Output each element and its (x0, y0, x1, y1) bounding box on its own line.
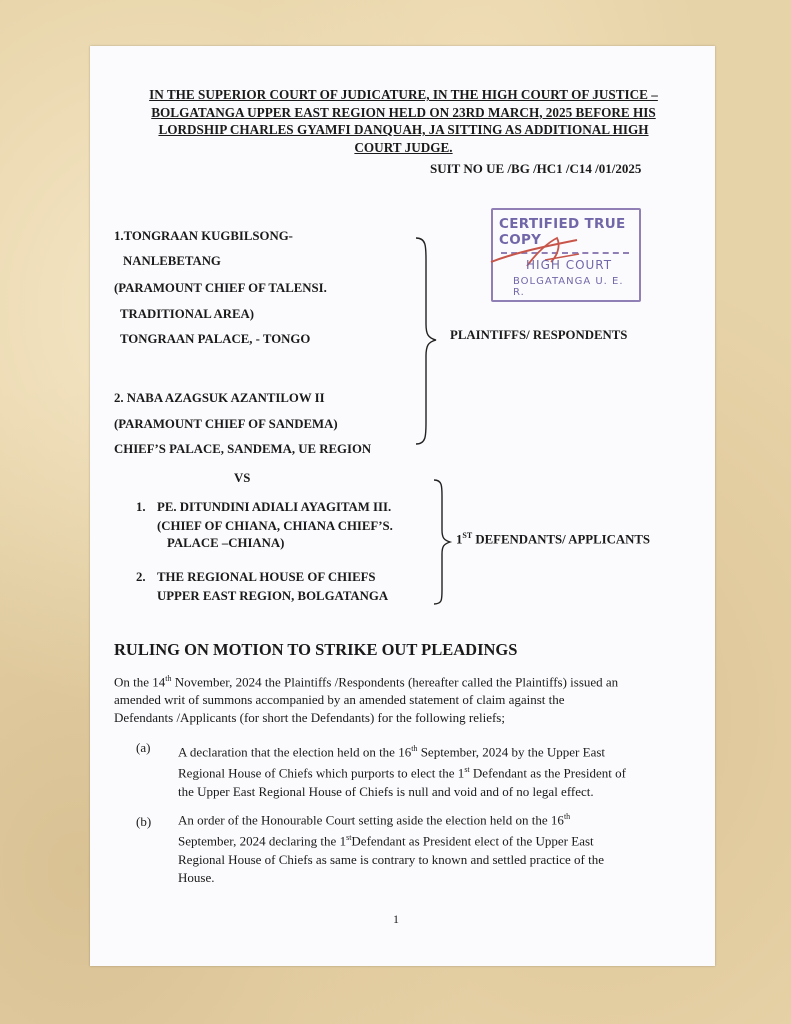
header-line-3: LORDSHIP CHARLES GYAMFI DANQUAH, JA SITTING AS ADDITIONAL HIGH (158, 122, 649, 137)
defendants-label-prefix: 1 (456, 532, 463, 547)
plaintiff-1-line-3: (PARAMOUNT CHIEF OF TALENSI. (114, 281, 327, 295)
relief-a-text (178, 740, 698, 801)
versus-label: VS (234, 471, 251, 485)
suit-number: SUIT NO UE /BG /HC1 /C14 /01/2025 (430, 161, 642, 176)
intro-line-1-b: November, 2024 the Plaintiffs /Respondents (hereafter called the Plaintiffs) issued an (171, 674, 619, 690)
stamp-line-1: CERTIFIED TRUE COPY (499, 216, 626, 248)
intro-paragraph (114, 670, 699, 727)
relief-a-label: (a) (136, 740, 151, 755)
plaintiffs-brace-icon (410, 236, 440, 448)
plaintiff-1-line-4: TRADITIONAL AREA) (120, 307, 255, 321)
relief-a-line-1-sup: th (411, 744, 418, 753)
relief-b-line-2-sup: st (346, 833, 352, 843)
defendants-role-label (456, 531, 650, 547)
header-line-2: BOLGATANGA UPPER EAST REGION HELD ON 23RD MARCH, 2025 BEFORE HIS (151, 104, 656, 120)
relief-b-line-2 (178, 829, 698, 850)
stamp-line-3: BOLGATANGA U. E. R. (513, 276, 624, 298)
relief-a-line-2-b: Defendant as the President of (469, 765, 626, 781)
relief-b-line-3: Regional House of Chiefs as same is contrary to known and settled practice of the (178, 851, 604, 867)
plaintiff-1-line-2: NANLEBETANG (123, 254, 221, 268)
intro-line-1 (114, 670, 699, 691)
relief-a-line-1-b: September, 2024 by the Upper East (417, 744, 606, 760)
relief-b-line-2-a: September, 2024 declaring the 1 (178, 833, 347, 849)
document-page (90, 46, 715, 966)
defendant-2-line-2: UPPER EAST REGION, BOLGATANGA (157, 589, 389, 603)
relief-a-line-1-a: A declaration that the election held on the 16 (178, 744, 412, 760)
intro-line-3: Defendants /Applicants (for short the Defendants) for the following reliefs; (114, 710, 505, 726)
relief-b-text (178, 808, 698, 887)
defendant-1-line-1: PE. DITUNDINI ADIALI AYAGITAM III. (157, 500, 392, 514)
header-line-1: IN THE SUPERIOR COURT OF JUDICATURE, IN THE HIGH COURT OF JUSTICE – (149, 87, 658, 102)
plaintiff-2-line-1: 2. NABA AZAGSUK AZANTILOW II (114, 391, 325, 405)
relief-a-line-2-a: Regional House of Chiefs which purports to elect the 1 (178, 765, 465, 781)
defendant-1-line-2: (CHIEF OF CHIANA, CHIANA CHIEF’S. (157, 519, 393, 533)
intro-line-1-a: On the 14 (114, 674, 166, 690)
relief-b-line-2-b: Defendant as President elect of the Upper East (351, 833, 594, 849)
page-number: 1 (393, 912, 399, 926)
plaintiff-2-line-3: CHIEF’S PALACE, SANDEMA, UE REGION (114, 442, 372, 456)
defendant-1-line-3: PALACE –CHIANA) (167, 536, 285, 550)
intro-line-1-sup: th (165, 674, 172, 683)
relief-b-line-1-sup: th (563, 812, 571, 821)
ruling-title: RULING ON MOTION TO STRIKE OUT PLEADINGS (114, 640, 518, 659)
defendant-2-number: 2. (136, 570, 146, 584)
defendants-label-sup: ST (462, 531, 473, 540)
certified-stamp (491, 208, 641, 302)
defendant-1-number: 1. (136, 500, 146, 514)
relief-a-line-1 (178, 740, 698, 761)
relief-a-line-2-sup: st (464, 765, 470, 775)
plaintiff-1-line-5: TONGRAAN PALACE, - TONGO (120, 332, 311, 346)
defendants-brace-icon (430, 478, 454, 608)
defendant-2-line-1: THE REGIONAL HOUSE OF CHIEFS (157, 570, 376, 584)
relief-b-line-1-a: An order of the Honourable Court setting aside the election held on the 16 (178, 812, 564, 828)
defendants-label-text: DEFENDANTS/ APPLICANTS (472, 532, 650, 547)
relief-b-line-1 (178, 808, 698, 829)
plaintiffs-role-label: PLAINTIFFS/ RESPONDENTS (450, 328, 628, 342)
relief-a-line-2 (178, 761, 698, 782)
plaintiff-2-line-2: (PARAMOUNT CHIEF OF SANDEMA) (114, 417, 338, 431)
intro-line-2: amended writ of summons accompanied by an amended statement of claim against the (114, 692, 565, 708)
relief-b-label: (b) (136, 814, 152, 829)
relief-b-line-4: House. (178, 869, 215, 885)
relief-a-line-3: the Upper East Regional House of Chiefs is null and void and of no legal effect. (178, 783, 594, 799)
header-line-4: COURT JUDGE. (354, 139, 453, 155)
plaintiff-1-line-1: 1.TONGRAAN KUGBILSONG- (114, 229, 293, 243)
court-header (116, 86, 691, 156)
stamp-line-2: HIGH COURT (526, 258, 613, 272)
